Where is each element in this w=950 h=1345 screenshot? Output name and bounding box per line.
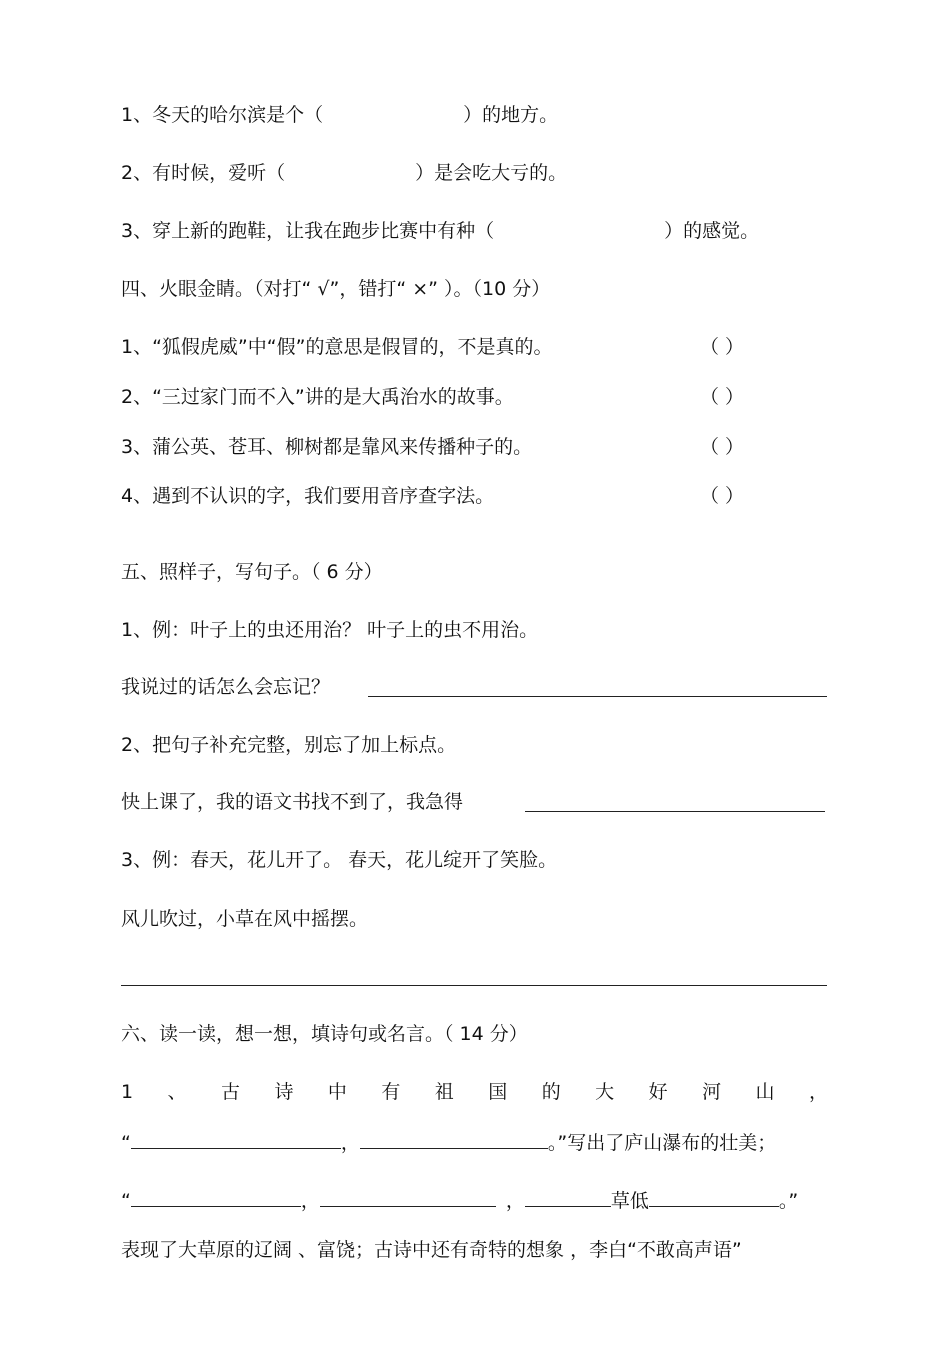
rewrite-question-2: 快上课了，我的语文书找不到了，我急得 (121, 791, 464, 813)
poem-blank-6[interactable] (649, 1188, 779, 1207)
comma: ， (340, 1132, 360, 1154)
example-3: 3、例：春天，花儿开了。 春天，花儿绽开了笑脸。 (121, 849, 558, 871)
char: 1 (121, 1081, 134, 1103)
judge-item-2: 2、“三过家门而不入”讲的是大禹治水的故事。 (121, 386, 514, 408)
comma: ， (300, 1190, 320, 1212)
fill-question-2-post: ）是会吃大亏的。 (415, 162, 568, 184)
poem-blank-1[interactable] (131, 1130, 341, 1149)
example-1: 1、例：叶子上的虫还用治？ 叶子上的虫不用治。 (121, 619, 539, 641)
poem-blank-5[interactable] (525, 1188, 611, 1207)
section-5-title: 五、照样子，写句子。（ 6 分） (121, 561, 383, 583)
fill-question-1-post: ）的地方。 (463, 104, 559, 126)
char: 祖 (434, 1081, 454, 1103)
answer-line-3[interactable] (121, 985, 827, 986)
fill-question-1 (121, 103, 558, 127)
char: 好 (648, 1081, 668, 1103)
open-quote: “ (121, 1132, 131, 1154)
poem-line-3 (121, 1188, 798, 1213)
fill-question-3-post: ）的感觉。 (664, 220, 760, 242)
judge-item-4: 4、遇到不认识的字，我们要用音序查字法。 (121, 485, 495, 507)
fill-question-3-pre: 3、穿上新的跑鞋，让我在跑步比赛中有种（ (121, 220, 495, 242)
char: 诗 (274, 1081, 294, 1103)
judge-item-1: 1、“狐假虎威”中“假”的意思是假冒的，不是真的。 (121, 336, 553, 358)
answer-line-2[interactable] (525, 811, 825, 812)
rewrite-question-3: 风儿吹过，小草在风中摇摆。 (121, 908, 369, 930)
char: 的 (541, 1081, 561, 1103)
fill-question-1-pre: 1、冬天的哈尔滨是个（ (121, 104, 324, 126)
char: 河 (702, 1081, 722, 1103)
char: 国 (488, 1081, 508, 1103)
section-6-title: 六、读一读，想一想，填诗句或名言。（ 14 分） (121, 1023, 528, 1045)
line-2-close: 。”写出了庐山瀑布的壮美； (547, 1132, 777, 1154)
judge-item-3: 3、蒲公英、苍耳、柳树都是靠风来传播种子的。 (121, 436, 533, 458)
example-2: 2、把句子补充完整，别忘了加上标点。 (121, 734, 457, 756)
judge-answer-2[interactable]: （ ） (700, 386, 745, 408)
char: 、 (167, 1081, 187, 1103)
char: 有 (381, 1081, 401, 1103)
char: 大 (595, 1081, 615, 1103)
answer-line-1[interactable] (368, 696, 827, 697)
char: ， (808, 1081, 828, 1103)
fill-question-3 (121, 219, 759, 243)
char: 山 (755, 1081, 775, 1103)
poem-blank-3[interactable] (131, 1188, 301, 1207)
poem-line-2 (121, 1130, 776, 1155)
judge-answer-1[interactable]: （ ） (700, 336, 745, 358)
char: 古 (220, 1081, 240, 1103)
fill-question-2-pre: 2、有时候，爱听（ (121, 162, 286, 184)
line-3-close: 。” (778, 1190, 799, 1212)
judge-answer-4[interactable]: （ ） (700, 485, 745, 507)
poem-line-4: 表现了大草原的辽阔 、富饶；古诗中还有奇特的想象 ，李白“不敢高声语” (121, 1239, 742, 1261)
section-4-title: 四、火眼金睛。（对打“ √”，错打“ ×” ）。（10 分） (121, 278, 551, 300)
judge-answer-3[interactable]: （ ） (700, 436, 745, 458)
rewrite-question-1: 我说过的话怎么会忘记？ (121, 676, 331, 698)
poem-blank-4[interactable] (320, 1188, 496, 1207)
line-3-mid: 草低 (610, 1190, 649, 1212)
poem-blank-2[interactable] (360, 1130, 548, 1149)
open-quote: “ (121, 1190, 131, 1212)
fill-question-2 (121, 161, 567, 185)
poem-line-1 (121, 1080, 828, 1104)
char: 中 (327, 1081, 347, 1103)
comma: ， (505, 1190, 525, 1212)
